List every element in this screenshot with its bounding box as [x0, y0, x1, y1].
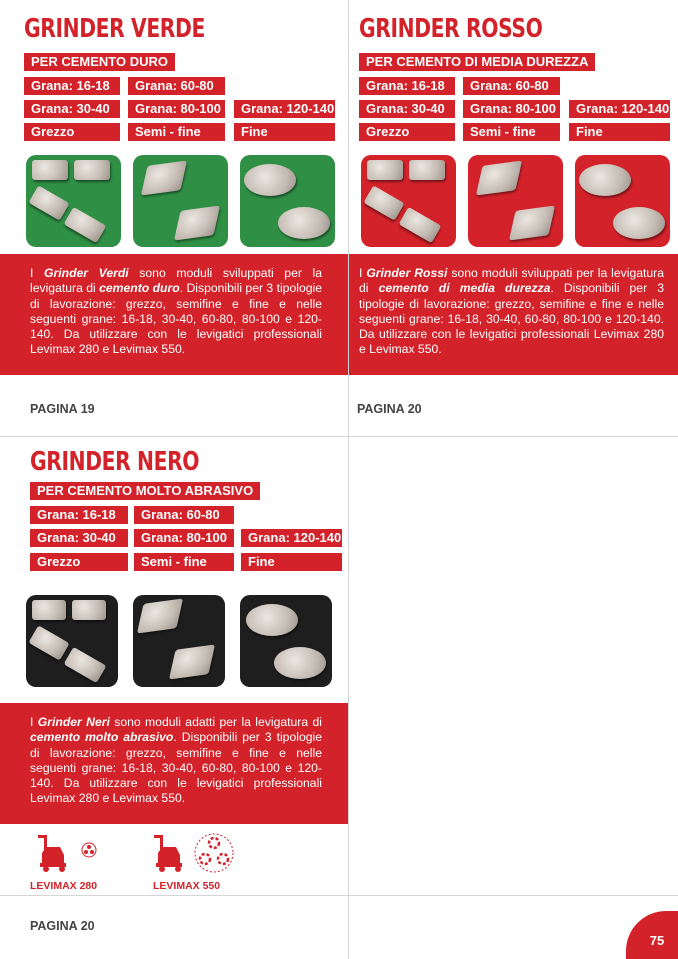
finish-tag: Grezzo — [359, 123, 455, 141]
grinder-semifine-photo — [133, 155, 228, 247]
grana-tag: Grana: 120-140 — [234, 100, 335, 118]
grinder-grezzo-photo — [26, 155, 121, 247]
finish-tag: Fine — [234, 123, 335, 141]
panel-grinder-verde — [0, 0, 348, 436]
levimax-550-icon — [150, 833, 240, 875]
grinder-semifine-photo — [133, 595, 225, 687]
page-reference: PAGINA 20 — [357, 402, 422, 416]
panel-title: GRINDER ROSSO — [359, 14, 543, 44]
grinder-fine-photo — [240, 155, 335, 247]
machine-label: LEVIMAX 280 — [30, 880, 98, 892]
grana-tag: Grana: 60-80 — [128, 77, 225, 95]
grana-tag: Grana: 80-100 — [134, 529, 234, 547]
machine-label: LEVIMAX 550 — [153, 880, 221, 892]
column-divider — [348, 0, 349, 959]
grana-tag: Grana: 60-80 — [134, 506, 234, 524]
finish-tag: Grezzo — [30, 553, 128, 571]
grana-tag: Grana: 120-140 — [241, 529, 342, 547]
grana-tag: Grana: 80-100 — [463, 100, 560, 118]
grana-tag: Grana: 80-100 — [128, 100, 225, 118]
panel-title: GRINDER NERO — [30, 447, 200, 477]
subtitle-tag: PER CEMENTO DI MEDIA DUREZZA — [359, 53, 595, 71]
finish-tag: Fine — [241, 553, 342, 571]
finish-tag: Semi - fine — [463, 123, 560, 141]
levimax-280-icon — [34, 833, 104, 873]
panel-title: GRINDER VERDE — [24, 14, 205, 44]
grinder-semifine-photo — [468, 155, 563, 247]
row-divider — [0, 895, 678, 896]
finish-tag: Grezzo — [24, 123, 120, 141]
grana-tag: Grana: 60-80 — [463, 77, 560, 95]
grinder-grezzo-photo — [26, 595, 118, 687]
page-reference: PAGINA 19 — [30, 402, 95, 416]
grana-tag: Grana: 120-140 — [569, 100, 670, 118]
finish-tag: Fine — [569, 123, 670, 141]
subtitle-tag: PER CEMENTO MOLTO ABRASIVO — [30, 482, 260, 500]
grana-tag: Grana: 30-40 — [24, 100, 120, 118]
grinder-fine-photo — [575, 155, 670, 247]
description: I Grinder Verdi sono moduli sviluppati per la levigatura di cemento duro. Disponibili per 3 tipologie di lavorazione: grezzo, semifine e fine e nelle seguenti grane: 16-18, 30-40, 60-80, 80-100 e 120-140. Da utilizzare con le levigatici professionali Levimax 280 e Levimax 550. — [0, 254, 348, 375]
grana-tag: Grana: 16-18 — [30, 506, 128, 524]
row-divider — [0, 436, 678, 437]
grinder-grezzo-photo — [361, 155, 456, 247]
description: I Grinder Neri sono moduli adatti per la levigatura di cemento molto abrasivo. Disponibili per 3 tipologie di lavorazione: grezzo, semifine e fine e nelle seguenti grane: 16-18, 30-40, 60-80, 80-100 e 120-140. Da utilizzare con le levigatici professionali Levimax 280 e Levimax 550. — [0, 703, 348, 824]
finish-tag: Semi - fine — [134, 553, 234, 571]
page-number: 75 — [626, 911, 678, 959]
panel-grinder-rosso — [349, 0, 678, 436]
subtitle-tag: PER CEMENTO DURO — [24, 53, 175, 71]
grana-tag: Grana: 16-18 — [359, 77, 455, 95]
description: I Grinder Rossi sono moduli sviluppati per la levigatura di cemento di media durezza. Disponibili per 3 tipologie di lavorazione: grezzo, semifine e fine e nelle seguenti grane: 16-18, 30-40, 60-80, 80-100 e 120-140. Da utilizzare con le levigatici professionali Levimax 280 e Levimax 550. — [349, 254, 678, 375]
panel-grinder-nero — [0, 437, 348, 959]
grana-tag: Grana: 16-18 — [24, 77, 120, 95]
grana-tag: Grana: 30-40 — [359, 100, 455, 118]
page-reference: PAGINA 20 — [30, 919, 95, 933]
grinder-fine-photo — [240, 595, 332, 687]
grana-tag: Grana: 30-40 — [30, 529, 128, 547]
finish-tag: Semi - fine — [128, 123, 225, 141]
